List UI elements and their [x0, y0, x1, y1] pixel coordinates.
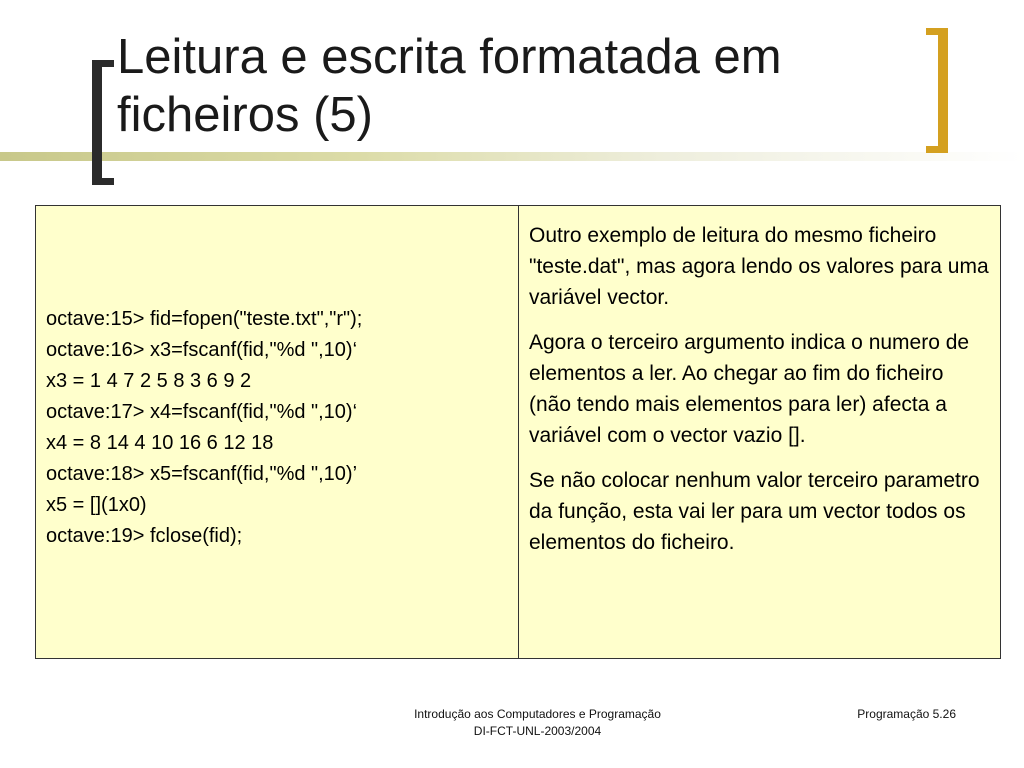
code-cell: [36, 206, 519, 658]
footer-department: DI-FCT-UNL-2003/2004: [473, 724, 602, 738]
explanation-paragraph: Agora o terceiro argumento indica o numero de elementos a ler. Ao chegar ao fim do ficheiro (não tendo mais elementos para ler) afecta a variável com o vector vazio [].: [529, 331, 970, 447]
code-line: octave:17> x4=fscanf(fid,"%d ",10)‘: [46, 401, 358, 423]
right-bracket-decoration: [926, 28, 948, 153]
code-line: octave:18> x5=fscanf(fid,"%d ",10)’: [46, 463, 358, 485]
slide-title-line-2: ficheiros (5): [117, 88, 373, 142]
code-block: [46, 304, 362, 552]
footer-course: Introdução aos Computadores e Programação: [414, 707, 661, 721]
left-bracket-decoration: [92, 60, 114, 185]
code-line: octave:16> x3=fscanf(fid,"%d ",10)‘: [46, 339, 358, 361]
code-line: x4 = 8 14 4 10 16 6 12 18: [46, 432, 274, 454]
explanation-paragraph: Outro exemplo de leitura do mesmo ficheiro "teste.dat", mas agora lendo os valores para uma variável vector.: [529, 224, 989, 309]
slide-title-line-1: Leitura e escrita formatada em: [117, 30, 782, 84]
slide-title: [117, 28, 917, 144]
content-table: [35, 205, 1001, 659]
code-line: x5 = [](1x0): [46, 494, 147, 516]
code-line: octave:19> fclose(fid);: [46, 525, 243, 547]
footer-course-info: [350, 706, 725, 740]
explanation-cell: [519, 206, 1000, 658]
code-line: x3 = 1 4 7 2 5 8 3 6 9 2: [46, 370, 252, 392]
footer-page-number: Programação 5.26: [857, 707, 956, 721]
decorative-title-line: [0, 152, 1024, 161]
explanation-paragraph: Se não colocar nenhum valor terceiro parametro da função, esta vai ler para um vector todos os elementos do ficheiro.: [529, 469, 980, 554]
code-line: octave:15> fid=fopen("teste.txt","r");: [46, 308, 363, 330]
